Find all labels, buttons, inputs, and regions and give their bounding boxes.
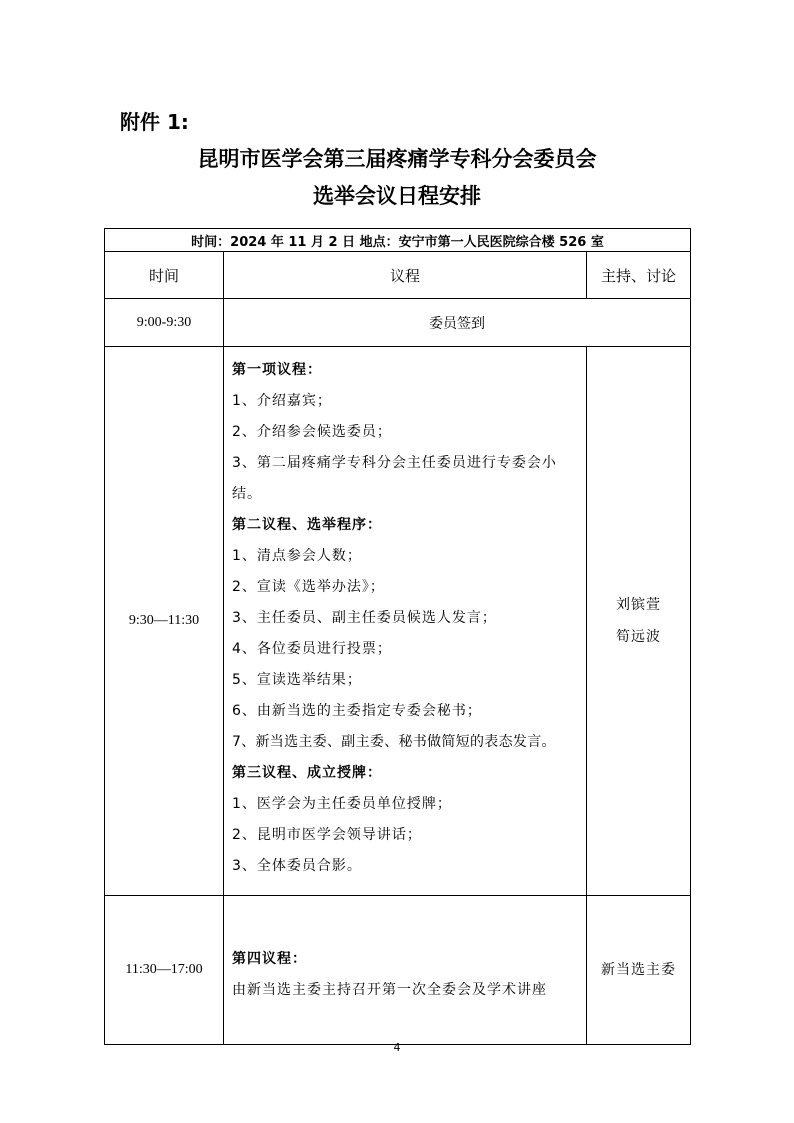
agenda-section-heading: 第三议程、成立授牌：	[232, 765, 382, 781]
table-row	[105, 299, 691, 347]
agenda-item: 2、昆明市医学会领导讲话；	[232, 827, 422, 843]
agenda-cell	[224, 896, 587, 1045]
agenda-item: 1、介绍嘉宾；	[232, 393, 332, 409]
column-header-host: 主持、讨论	[587, 252, 691, 299]
time-cell: 9:00-9:30	[105, 299, 224, 347]
agenda-item: 2、介绍参会候选委员；	[232, 424, 392, 440]
document-subtitle: 选举会议日程安排	[313, 183, 481, 208]
time-cell: 9:30—11:30	[105, 347, 224, 896]
agenda-cell	[224, 347, 587, 896]
agenda-item: 5、宣读选举结果；	[232, 672, 362, 688]
agenda-item: 3、第二届疼痛学专科分会主任委员进行专委会小	[232, 455, 557, 471]
schedule-table	[104, 228, 691, 1045]
attachment-label: 附件 1:	[120, 110, 189, 134]
agenda-item: 1、清点参会人数；	[232, 548, 362, 564]
agenda-item: 7、新当选主委、副主委、秘书做简短的表态发言。	[232, 734, 556, 750]
host-cell	[587, 347, 691, 896]
host-name: 笱远波	[616, 629, 661, 645]
agenda-item: 1、医学会为主任委员单位授牌；	[232, 796, 452, 812]
time-cell: 11:30—17:00	[105, 896, 224, 1045]
agenda-section-heading: 第四议程：	[232, 951, 307, 967]
agenda-item: 结。	[232, 486, 262, 502]
table-row	[105, 347, 691, 896]
agenda-cell: 委员签到	[224, 299, 691, 347]
agenda-item: 3、主任委员、副主任委员候选人发言；	[232, 610, 497, 626]
info-row	[105, 229, 691, 252]
agenda-section-heading: 第二议程、选举程序：	[232, 517, 382, 533]
page-number: 4	[393, 1041, 401, 1054]
column-header-time: 时间	[105, 252, 224, 299]
host-name: 新当选主委	[601, 962, 676, 978]
agenda-item: 6、由新当选的主委指定专委会秘书；	[232, 703, 482, 719]
agenda-item: 4、各位委员进行投票；	[232, 641, 392, 657]
time-location-info: 时间：2024 年 11 月 2 日 地点：安宁市第一人民医院综合楼 526 室	[105, 229, 691, 252]
agenda-item: 由新当选主委主持召开第一次全委会及学术讲座	[232, 982, 547, 998]
agenda-section-heading: 第一项议程：	[232, 362, 322, 378]
column-header-agenda: 议程	[224, 252, 587, 299]
host-cell	[587, 896, 691, 1045]
agenda-item: 2、宣读《选举办法》；	[232, 579, 385, 595]
host-name: 刘镔萱	[616, 597, 661, 613]
document-title: 昆明市医学会第三届疼痛学专科分会委员会	[197, 146, 597, 171]
table-header-row	[105, 252, 691, 299]
agenda-item: 3、全体委员合影。	[232, 858, 362, 874]
table-row	[105, 896, 691, 1045]
